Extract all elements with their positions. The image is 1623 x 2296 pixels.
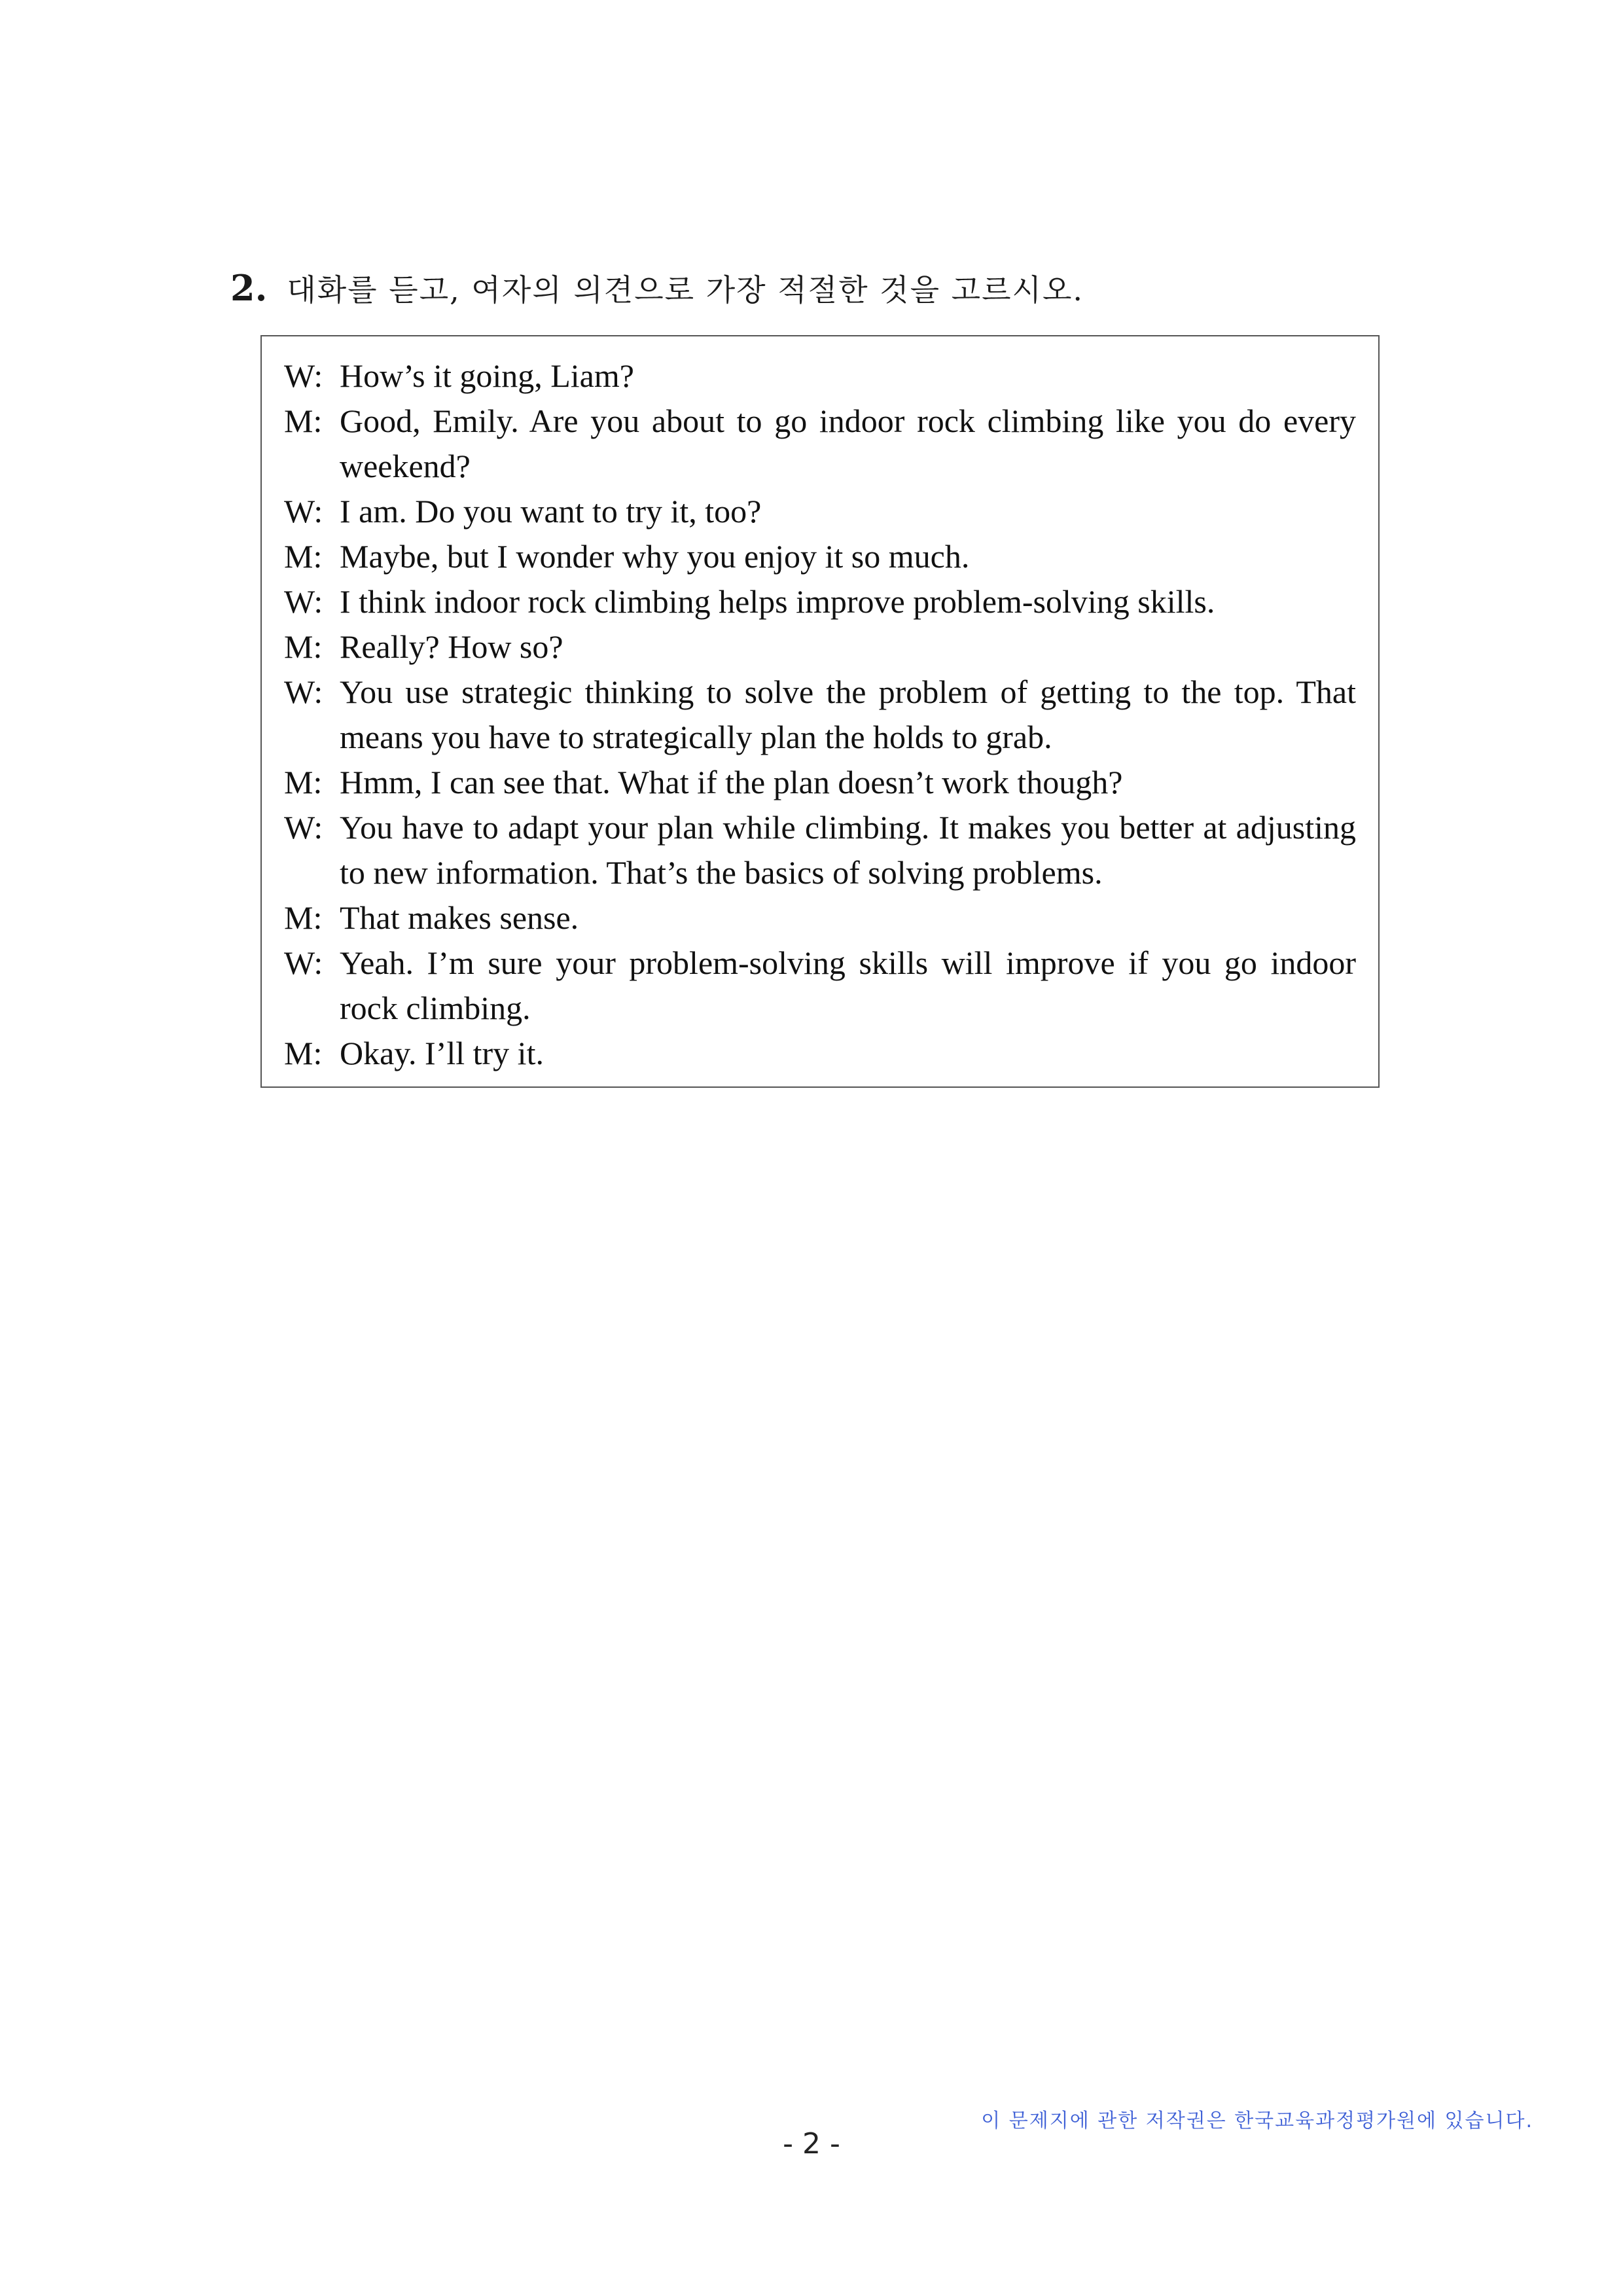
page-number: - 2 - (783, 2127, 840, 2161)
question-header (230, 259, 1408, 317)
utterance-text: You use strategic thinking to solve the problem of getting to the top. That means you have to strategically plan the holds to grab. (340, 673, 1356, 755)
speaker-label: W: (284, 357, 323, 394)
utterance-text: I think indoor rock climbing helps improve problem-solving skills. (340, 583, 1215, 620)
dialogue-line (284, 489, 1356, 534)
utterance-text: Really? How so? (340, 628, 563, 665)
utterance-text: I am. Do you want to try it, too? (340, 493, 762, 529)
speaker-label: M: (284, 628, 323, 665)
speaker-label: W: (284, 673, 323, 710)
utterance-text: Maybe, but I wonder why you enjoy it so much. (340, 538, 970, 575)
speaker-label: M: (284, 1035, 323, 1071)
question-number: 2. (230, 267, 268, 309)
speaker-label: W: (284, 583, 323, 620)
utterance-text: How’s it going, Liam? (340, 357, 634, 394)
dialogue-line (284, 941, 1356, 1031)
speaker-label: M: (284, 403, 323, 439)
dialogue-line (284, 805, 1356, 895)
utterance-text: Okay. I’ll try it. (340, 1035, 544, 1071)
speaker-label: M: (284, 899, 323, 936)
dialogue-script-box (260, 335, 1380, 1088)
utterance-text: You have to adapt your plan while climbing. It makes you better at adjusting to new information. That’s the basics of solving problems. (340, 809, 1356, 891)
dialogue-line (284, 670, 1356, 760)
utterance-text: Yeah. I’m sure your problem-solving skills will improve if you go indoor rock climbing. (340, 944, 1356, 1026)
speaker-label: W: (284, 809, 323, 846)
utterance-text: Hmm, I can see that. What if the plan doesn’t work though? (340, 764, 1123, 800)
dialogue-line (284, 1031, 1356, 1076)
speaker-label: W: (284, 944, 323, 981)
question-prompt: 대화를 듣고, 여자의 의견으로 가장 적절한 것을 고르시오. (287, 272, 1084, 308)
dialogue-line (284, 399, 1356, 489)
speaker-label: W: (284, 493, 323, 529)
utterance-text: That makes sense. (340, 899, 579, 936)
dialogue-line (284, 534, 1356, 579)
copyright-notice: 이 문제지에 관한 저작권은 한국교육과정평가원에 있습니다. (981, 2109, 1533, 2132)
dialogue-line (284, 579, 1356, 624)
dialogue-line (284, 760, 1356, 805)
dialogue-line (284, 895, 1356, 941)
utterance-text: Good, Emily. Are you about to go indoor rock climbing like you do every weekend? (340, 403, 1356, 484)
dialogue-line (284, 624, 1356, 670)
speaker-label: M: (284, 764, 323, 800)
dialogue-line (284, 353, 1356, 399)
speaker-label: M: (284, 538, 323, 575)
